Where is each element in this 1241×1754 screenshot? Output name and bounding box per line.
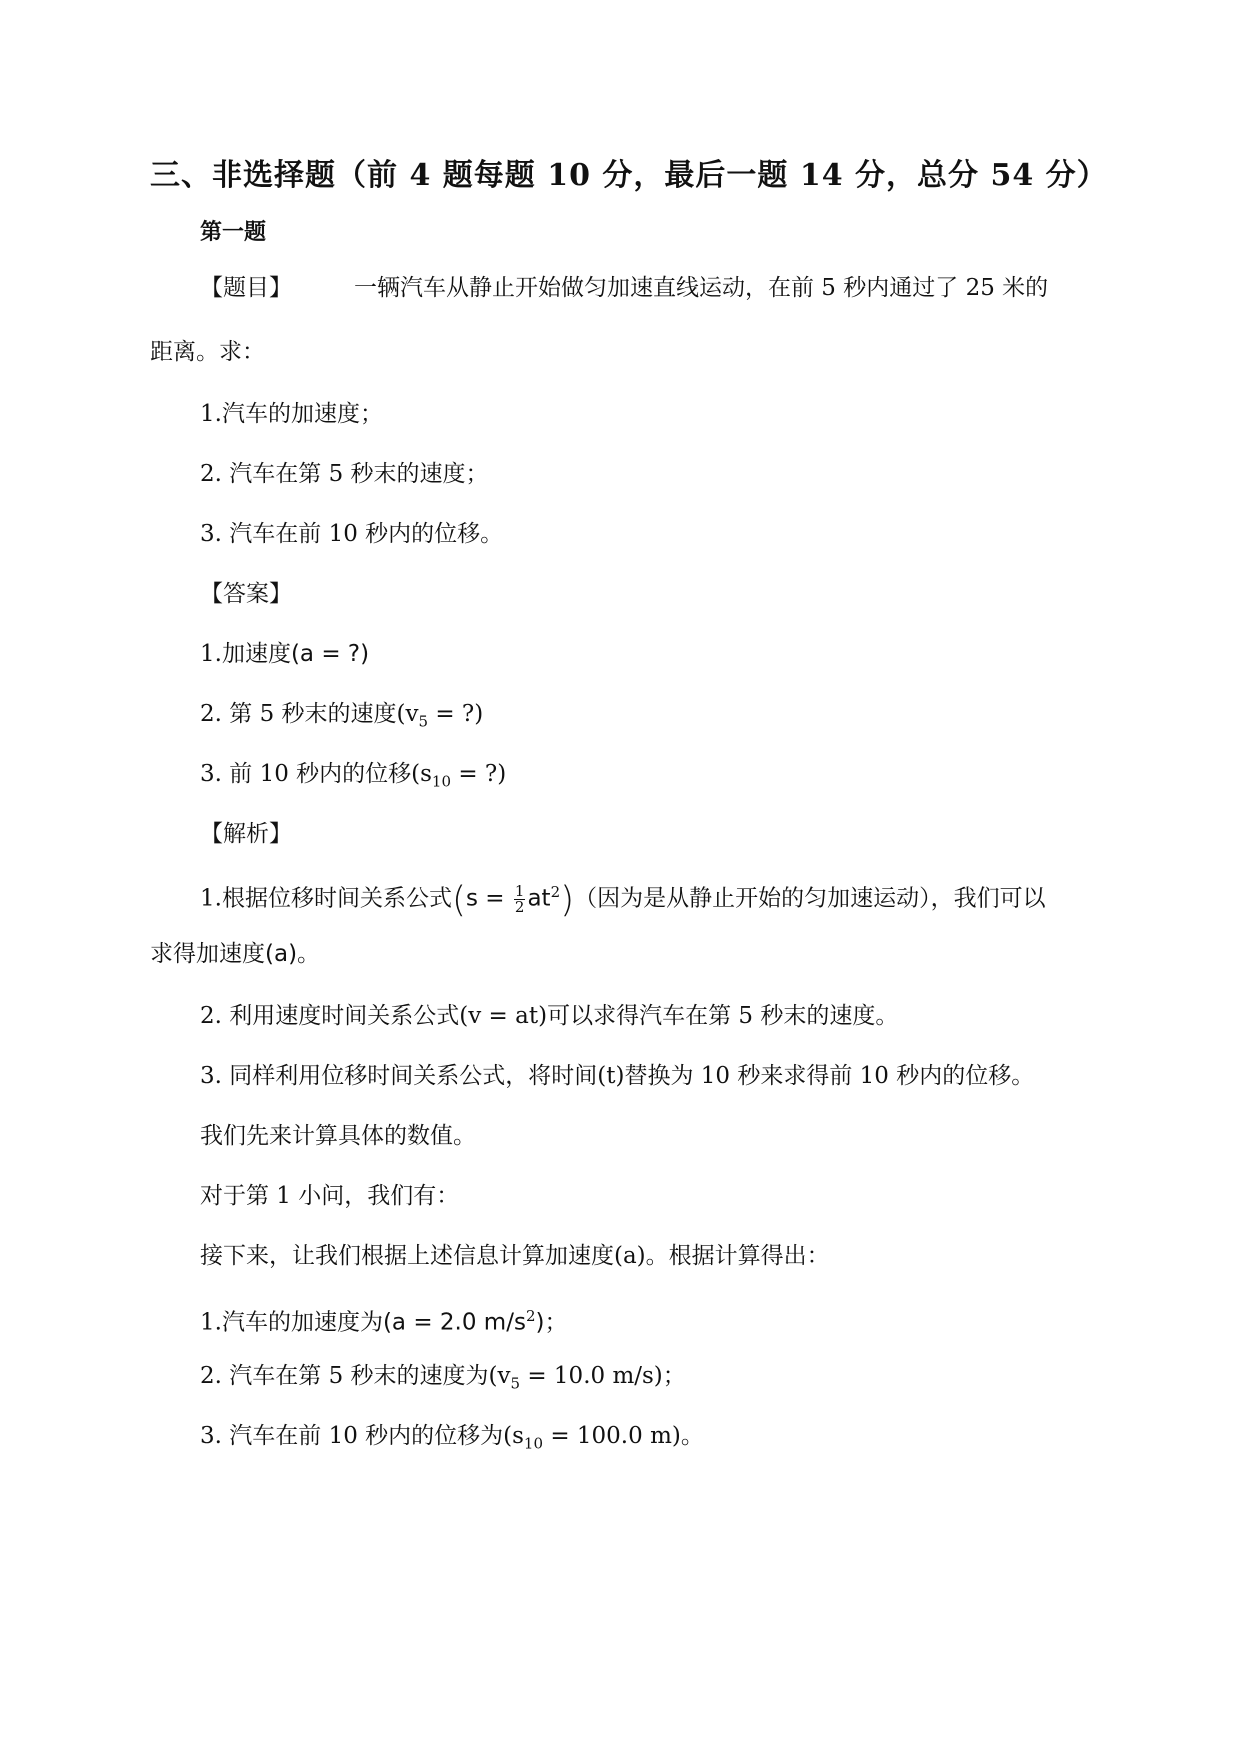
formula-right: at [527,885,551,912]
result-1-sup: 2 [525,1307,536,1325]
question-item-3: 3. 汽车在前 10 秒内的位移。 [200,521,504,547]
analysis-2-math: (a) [265,941,298,967]
problem-tag: 【题目】 [200,275,292,301]
analysis-7-suffix: 。根据计算得出： [645,1243,830,1269]
analysis-line-2 [150,938,320,970]
answer-3-prefix: 3. 前 10 秒内的位移(s [200,761,432,787]
analysis-line-4 [200,1060,1034,1092]
analysis-7-prefix: 接下来，让我们根据上述信息计算加速度 [200,1243,614,1269]
result-3-prefix: 3. 汽车在前 10 秒内的位移为(s [200,1423,524,1449]
analysis-line-1: 1.根据位移时间关系公式(s = $\frac{1}{2}$ $at^2$)（因为是从静止开始的匀加速运动），我们可以 [200,879,1046,921]
fraction-half [514,884,526,915]
analysis-2-suffix: 。 [297,941,321,967]
section-title: 三、非选择题（前 4 题每题 10 分，最后一题 14 分，总分 54 分） [150,158,1108,193]
result-1-suffix: ； [544,1309,568,1336]
answer-2-sub: 5 [418,712,429,731]
result-1-prefix: 1.汽车的加速度为 [200,1309,383,1336]
analysis-line-7 [200,1240,830,1272]
fraction-denominator: 2 [514,898,525,917]
result-line-3 [200,1420,704,1460]
result-2-suffix: = 10.0 m/s)； [520,1363,686,1389]
result-line-1 [200,1300,567,1339]
result-line-2 [200,1360,686,1400]
analysis-3-math: (v = at) [459,1003,548,1029]
analysis-line-6: 对于第 1 小问，我们有： [200,1183,460,1209]
answer-line-1 [200,638,369,670]
fraction-numerator: 1 [514,882,525,901]
formula-left: s = [466,885,512,912]
answer-3-suffix: = ?) [451,761,507,787]
analysis-4-suffix: 替换为 10 秒来求得前 10 秒内的位移。 [624,1063,1035,1089]
analysis-4-math: (t) [597,1063,625,1089]
analysis-4-prefix: 3. 同样利用位移时间关系公式，将时间 [200,1063,598,1089]
analysis-1-suffix: （因为是从静止开始的匀加速运动），我们可以 [574,885,1046,912]
result-3-sub: 10 [523,1434,544,1453]
result-1-math: (a = 2.0 m/s [382,1309,526,1336]
analysis-1-prefix: 1.根据位移时间关系公式 [200,885,452,912]
analysis-2-prefix: 求得加速度 [150,941,265,967]
analysis-line-5: 我们先来计算具体的数值。 [200,1123,476,1149]
problem-line-2: 距离。求： [150,339,265,365]
answer-1-prefix: 1.加速度 [200,641,291,667]
analysis-3-suffix: 可以求得汽车在第 5 秒末的速度。 [547,1003,899,1029]
answer-line-2 [200,698,483,738]
question-heading: 第一题 [200,219,267,245]
analysis-tag: 【解析】 [200,821,292,847]
formula-sup: 2 [550,883,561,901]
answer-3-sub: 10 [431,772,452,791]
question-item-2: 2. 汽车在第 5 秒末的速度； [200,461,489,487]
result-2-sub: 5 [510,1374,521,1393]
analysis-line-3 [200,1000,898,1032]
result-3-suffix: = 100.0 m)。 [543,1423,704,1449]
question-item-1: 1.汽车的加速度； [200,401,383,427]
answer-1-math: (a = ?) [290,641,370,667]
answer-line-3 [200,758,506,798]
result-1-close: ) [535,1309,545,1336]
analysis-7-math: (a) [614,1243,646,1269]
result-2-prefix: 2. 汽车在第 5 秒末的速度为(v [200,1363,511,1389]
answer-2-suffix: = ?) [428,701,484,727]
problem-text-1: 一辆汽车从静止开始做匀加速直线运动，在前 5 秒内通过了 25 米的 [354,275,1049,301]
answer-2-prefix: 2. 第 5 秒末的速度(v [200,701,419,727]
analysis-3-prefix: 2. 利用速度时间关系公式 [200,1003,460,1029]
answer-tag: 【答案】 [200,581,292,607]
problem-line-1 [200,272,1048,304]
